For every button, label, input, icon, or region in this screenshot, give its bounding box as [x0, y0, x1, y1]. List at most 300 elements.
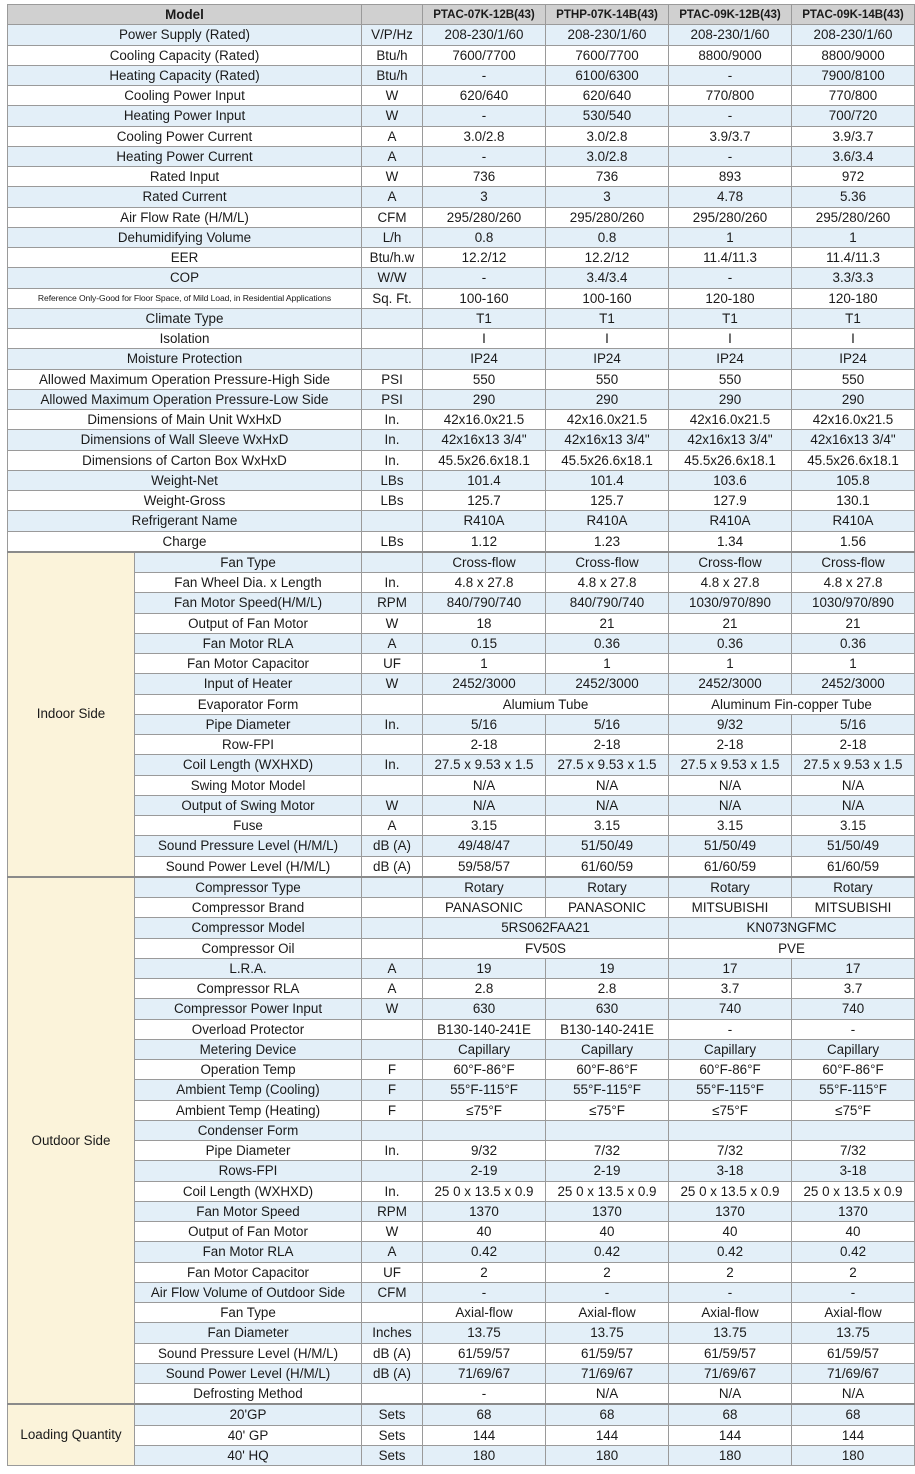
spec-value: 0.36 — [669, 633, 792, 653]
spec-value: 2452/3000 — [423, 674, 546, 694]
spec-label: Heating Capacity (Rated) — [8, 65, 362, 85]
spec-value: 144 — [669, 1425, 792, 1445]
spec-value: 5.36 — [792, 187, 915, 207]
spec-value: PANASONIC — [423, 898, 546, 918]
spec-value: 3.3/3.3 — [792, 268, 915, 288]
spec-value: 1.12 — [423, 531, 546, 552]
spec-value: 71/69/67 — [669, 1363, 792, 1383]
spec-label: Rated Current — [8, 187, 362, 207]
spec-label: Climate Type — [8, 308, 362, 328]
unit-header — [362, 5, 423, 25]
spec-value: 972 — [792, 167, 915, 187]
spec-value: 180 — [669, 1445, 792, 1465]
spec-value: 295/280/260 — [423, 207, 546, 227]
spec-row — [8, 1262, 915, 1282]
spec-row — [8, 1343, 915, 1363]
spec-row — [8, 1384, 915, 1405]
spec-value: 3.15 — [546, 816, 669, 836]
spec-value: 71/69/67 — [423, 1363, 546, 1383]
spec-value: 208-230/1/60 — [792, 25, 915, 45]
spec-value: 42x16x13 3/4" — [546, 430, 669, 450]
spec-value: 3.9/3.7 — [792, 126, 915, 146]
spec-value: - — [423, 268, 546, 288]
loading-quantity-label: Loading Quantity — [8, 1404, 135, 1465]
spec-value: 9/32 — [669, 714, 792, 734]
spec-value: 0.42 — [792, 1242, 915, 1262]
spec-row — [8, 755, 915, 775]
spec-row — [8, 1282, 915, 1302]
spec-unit: RPM — [362, 593, 423, 613]
spec-value: 60°F-86°F — [792, 1060, 915, 1080]
spec-value: 42x16.0x21.5 — [792, 410, 915, 430]
spec-label: Fan Motor RLA — [135, 1242, 362, 1262]
spec-value: 3.15 — [423, 816, 546, 836]
spec-value: 3.0/2.8 — [423, 126, 546, 146]
spec-value: - — [669, 106, 792, 126]
spec-unit: F — [362, 1100, 423, 1120]
spec-value: T1 — [669, 308, 792, 328]
spec-value: 3 — [546, 187, 669, 207]
spec-row — [8, 836, 915, 856]
spec-unit — [362, 938, 423, 958]
spec-value: Rotary — [669, 877, 792, 898]
spec-unit: CFM — [362, 207, 423, 227]
spec-value: 2 — [546, 1262, 669, 1282]
spec-value: 3.15 — [792, 816, 915, 836]
indoor-side-label: Indoor Side — [8, 552, 135, 877]
spec-label: Fan Wheel Dia. x Length — [135, 573, 362, 593]
spec-row — [8, 877, 915, 898]
spec-row — [8, 714, 915, 734]
spec-label: Output of Swing Motor — [135, 795, 362, 815]
model-column-3: PTAC-09K-12B(43) — [669, 5, 792, 25]
spec-value: 736 — [546, 167, 669, 187]
spec-value: 61/60/59 — [792, 856, 915, 877]
spec-label: Weight-Gross — [8, 491, 362, 511]
spec-row — [8, 1242, 915, 1262]
spec-unit: In. — [362, 1181, 423, 1201]
spec-label: Cooling Capacity (Rated) — [8, 45, 362, 65]
spec-value: B130-140-241E — [546, 1019, 669, 1039]
spec-label: Operation Temp — [135, 1060, 362, 1080]
spec-value: 61/59/57 — [792, 1343, 915, 1363]
spec-value: 25 0 x 13.5 x 0.9 — [669, 1181, 792, 1201]
spec-value: 2-18 — [669, 735, 792, 755]
spec-value: Axial-flow — [792, 1303, 915, 1323]
spec-unit — [362, 918, 423, 938]
spec-label: Sound Power Level (H/M/L) — [135, 856, 362, 877]
spec-value: IP24 — [546, 349, 669, 369]
spec-value: 0.8 — [423, 227, 546, 247]
spec-row — [8, 593, 915, 613]
spec-value: 208-230/1/60 — [546, 25, 669, 45]
spec-value: 530/540 — [546, 106, 669, 126]
spec-label: Weight-Net — [8, 470, 362, 490]
spec-label: Pipe Diameter — [135, 1141, 362, 1161]
spec-value: 60°F-86°F — [423, 1060, 546, 1080]
spec-value: 7/32 — [669, 1141, 792, 1161]
spec-unit: dB (A) — [362, 1363, 423, 1383]
spec-value: 11.4/11.3 — [792, 248, 915, 268]
spec-value: 49/48/47 — [423, 836, 546, 856]
spec-row — [8, 1303, 915, 1323]
spec-value: 180 — [792, 1445, 915, 1465]
spec-label: Fan Motor Capacitor — [135, 654, 362, 674]
spec-value: 550 — [546, 369, 669, 389]
spec-value: 55°F-115°F — [423, 1080, 546, 1100]
spec-value: 12.2/12 — [546, 248, 669, 268]
spec-value: 1 — [669, 227, 792, 247]
spec-label: Defrosting Method — [135, 1384, 362, 1405]
spec-unit: L/h — [362, 227, 423, 247]
spec-row — [8, 268, 915, 288]
spec-label: Output of Fan Motor — [135, 613, 362, 633]
spec-value: 7600/7700 — [423, 45, 546, 65]
spec-label: Fuse — [135, 816, 362, 836]
spec-label: Pipe Diameter — [135, 714, 362, 734]
spec-value: 27.5 x 9.53 x 1.5 — [423, 755, 546, 775]
spec-row — [8, 248, 915, 268]
spec-unit: V/P/Hz — [362, 25, 423, 45]
spec-label: Power Supply (Rated) — [8, 25, 362, 45]
spec-value: 125.7 — [546, 491, 669, 511]
spec-unit: dB (A) — [362, 836, 423, 856]
spec-value: 40 — [792, 1222, 915, 1242]
spec-value: ≤75°F — [423, 1100, 546, 1120]
spec-value: 1030/970/890 — [669, 593, 792, 613]
spec-value: 550 — [669, 369, 792, 389]
spec-value: N/A — [792, 1384, 915, 1405]
spec-value: - — [669, 1282, 792, 1302]
spec-value: 736 — [423, 167, 546, 187]
spec-label: 20'GP — [135, 1404, 362, 1425]
spec-unit — [362, 735, 423, 755]
spec-value: N/A — [546, 795, 669, 815]
spec-unit: A — [362, 979, 423, 999]
spec-unit — [362, 1120, 423, 1140]
spec-label: Refrigerant Name — [8, 511, 362, 531]
spec-label: Moisture Protection — [8, 349, 362, 369]
spec-row — [8, 735, 915, 755]
spec-value: - — [792, 1019, 915, 1039]
spec-value: 3.4/3.4 — [546, 268, 669, 288]
spec-label: 40' HQ — [135, 1445, 362, 1465]
spec-value: 127.9 — [669, 491, 792, 511]
spec-value: 550 — [423, 369, 546, 389]
spec-row — [8, 1039, 915, 1059]
spec-value: 101.4 — [546, 470, 669, 490]
spec-label: Compressor Type — [135, 877, 362, 898]
spec-unit: Sets — [362, 1404, 423, 1425]
spec-row — [8, 979, 915, 999]
spec-value: 5/16 — [423, 714, 546, 734]
spec-unit: UF — [362, 654, 423, 674]
spec-label: Fan Motor Speed(H/M/L) — [135, 593, 362, 613]
spec-value: 13.75 — [669, 1323, 792, 1343]
spec-value: IP24 — [423, 349, 546, 369]
spec-value: 4.8 x 27.8 — [669, 573, 792, 593]
spec-value: 2-19 — [423, 1161, 546, 1181]
spec-unit: In. — [362, 450, 423, 470]
spec-unit: CFM — [362, 1282, 423, 1302]
spec-value: - — [423, 1384, 546, 1405]
spec-unit: UF — [362, 1262, 423, 1282]
spec-value: - — [669, 268, 792, 288]
spec-value: Rotary — [546, 877, 669, 898]
spec-label: Metering Device — [135, 1039, 362, 1059]
spec-value: 740 — [669, 999, 792, 1019]
spec-value: - — [669, 65, 792, 85]
spec-unit: Sets — [362, 1425, 423, 1445]
spec-row — [8, 207, 915, 227]
spec-value: 25 0 x 13.5 x 0.9 — [792, 1181, 915, 1201]
spec-value: 68 — [792, 1404, 915, 1425]
spec-value: 2-19 — [546, 1161, 669, 1181]
spec-value: N/A — [792, 795, 915, 815]
spec-value: 620/640 — [546, 86, 669, 106]
spec-value: - — [423, 106, 546, 126]
spec-unit — [362, 694, 423, 714]
spec-row — [8, 369, 915, 389]
spec-value: 51/50/49 — [792, 836, 915, 856]
spec-value: 0.42 — [546, 1242, 669, 1262]
spec-value: 4.8 x 27.8 — [792, 573, 915, 593]
spec-label: Fan Motor RLA — [135, 633, 362, 653]
spec-value: 2 — [423, 1262, 546, 1282]
spec-table-body — [8, 5, 915, 1466]
spec-value — [423, 1120, 546, 1140]
spec-value: 17 — [669, 958, 792, 978]
spec-value: 4.8 x 27.8 — [423, 573, 546, 593]
spec-value: 42x16.0x21.5 — [546, 410, 669, 430]
spec-value-merged: FV50S — [423, 938, 669, 958]
spec-label: Reference Only-Good for Floor Space, of Mild Load, in Residential Applications — [8, 288, 362, 308]
spec-value: B130-140-241E — [423, 1019, 546, 1039]
spec-unit: F — [362, 1080, 423, 1100]
spec-label: Rows-FPI — [135, 1161, 362, 1181]
spec-value: 0.42 — [423, 1242, 546, 1262]
spec-row — [8, 654, 915, 674]
spec-value: 2452/3000 — [669, 674, 792, 694]
spec-value: - — [669, 146, 792, 166]
spec-row — [8, 349, 915, 369]
spec-value: 3.0/2.8 — [546, 126, 669, 146]
spec-value-merged: Alumium Tube — [423, 694, 669, 714]
spec-unit: LBs — [362, 470, 423, 490]
spec-unit: LBs — [362, 531, 423, 552]
spec-value: 100-160 — [423, 288, 546, 308]
spec-unit: Btu/h.w — [362, 248, 423, 268]
spec-unit: dB (A) — [362, 856, 423, 877]
spec-value: 25 0 x 13.5 x 0.9 — [546, 1181, 669, 1201]
spec-value: PANASONIC — [546, 898, 669, 918]
spec-value: MITSUBISHI — [792, 898, 915, 918]
spec-label: Ambient Temp (Heating) — [135, 1100, 362, 1120]
spec-row — [8, 1201, 915, 1221]
spec-value: - — [423, 146, 546, 166]
spec-value: 4.78 — [669, 187, 792, 207]
spec-value: 3 — [423, 187, 546, 207]
spec-value: R410A — [669, 511, 792, 531]
spec-value: 144 — [546, 1425, 669, 1445]
spec-row — [8, 329, 915, 349]
spec-unit — [362, 877, 423, 898]
spec-unit — [362, 511, 423, 531]
spec-value: Capillary — [792, 1039, 915, 1059]
spec-value: 11.4/11.3 — [669, 248, 792, 268]
spec-value: - — [423, 65, 546, 85]
spec-value: 8800/9000 — [792, 45, 915, 65]
spec-row — [8, 775, 915, 795]
spec-row — [8, 999, 915, 1019]
spec-row — [8, 86, 915, 106]
spec-value: 7/32 — [546, 1141, 669, 1161]
spec-value: 120-180 — [669, 288, 792, 308]
spec-label: Fan Motor Capacitor — [135, 1262, 362, 1282]
model-column-2: PTHP-07K-14B(43) — [546, 5, 669, 25]
spec-unit: W — [362, 795, 423, 815]
spec-value: 61/59/57 — [546, 1343, 669, 1363]
spec-label: Ambient Temp (Cooling) — [135, 1080, 362, 1100]
spec-unit: LBs — [362, 491, 423, 511]
spec-value: 1.23 — [546, 531, 669, 552]
spec-value: 61/59/57 — [669, 1343, 792, 1363]
spec-row — [8, 552, 915, 573]
spec-value: 1370 — [669, 1201, 792, 1221]
spec-unit — [362, 898, 423, 918]
spec-value: Capillary — [423, 1039, 546, 1059]
spec-value: 700/720 — [792, 106, 915, 126]
spec-value: IP24 — [792, 349, 915, 369]
spec-unit — [362, 1039, 423, 1059]
spec-value: T1 — [792, 308, 915, 328]
spec-row — [8, 389, 915, 409]
spec-value: - — [792, 1282, 915, 1302]
spec-value: 1 — [546, 654, 669, 674]
spec-value: 103.6 — [669, 470, 792, 490]
spec-row — [8, 573, 915, 593]
spec-value: 144 — [792, 1425, 915, 1445]
spec-row — [8, 308, 915, 328]
spec-value: 770/800 — [669, 86, 792, 106]
spec-value: 3.7 — [792, 979, 915, 999]
spec-value: 2-18 — [792, 735, 915, 755]
spec-value: 13.75 — [792, 1323, 915, 1343]
spec-unit: W — [362, 106, 423, 126]
spec-value: N/A — [423, 795, 546, 815]
spec-unit — [362, 1384, 423, 1405]
spec-unit: W — [362, 613, 423, 633]
spec-row — [8, 511, 915, 531]
spec-label: Compressor Power Input — [135, 999, 362, 1019]
spec-row — [8, 25, 915, 45]
spec-value: 2.8 — [546, 979, 669, 999]
spec-value: 7600/7700 — [546, 45, 669, 65]
spec-row — [8, 613, 915, 633]
spec-label: COP — [8, 268, 362, 288]
spec-value: 19 — [423, 958, 546, 978]
spec-label: L.R.A. — [135, 958, 362, 978]
spec-value: 144 — [423, 1425, 546, 1445]
spec-value: Axial-flow — [423, 1303, 546, 1323]
spec-value-merged: KN073NGFMC — [669, 918, 915, 938]
spec-label: Fan Type — [135, 552, 362, 573]
spec-value: 295/280/260 — [546, 207, 669, 227]
spec-label: Fan Type — [135, 1303, 362, 1323]
spec-value: 40 — [669, 1222, 792, 1242]
spec-unit: W — [362, 674, 423, 694]
spec-unit: A — [362, 126, 423, 146]
spec-unit: In. — [362, 430, 423, 450]
header-row — [8, 5, 915, 25]
spec-unit: In. — [362, 410, 423, 430]
spec-value: 2 — [792, 1262, 915, 1282]
spec-row — [8, 1181, 915, 1201]
spec-unit: A — [362, 958, 423, 978]
spec-value: 3.9/3.7 — [669, 126, 792, 146]
spec-value: Cross-flow — [792, 552, 915, 573]
spec-value: 8800/9000 — [669, 45, 792, 65]
spec-row — [8, 1141, 915, 1161]
spec-row — [8, 633, 915, 653]
spec-unit: PSI — [362, 389, 423, 409]
spec-value-merged: Aluminum Fin-copper Tube — [669, 694, 915, 714]
spec-value: 3.6/3.4 — [792, 146, 915, 166]
spec-unit — [362, 1019, 423, 1039]
spec-value: 4.8 x 27.8 — [546, 573, 669, 593]
spec-value: 1.56 — [792, 531, 915, 552]
spec-row — [8, 450, 915, 470]
spec-unit: W — [362, 999, 423, 1019]
spec-row — [8, 938, 915, 958]
spec-row — [8, 531, 915, 552]
spec-unit — [362, 1303, 423, 1323]
spec-row — [8, 816, 915, 836]
spec-value: N/A — [792, 775, 915, 795]
spec-unit — [362, 308, 423, 328]
spec-value: N/A — [546, 775, 669, 795]
spec-value: 840/790/740 — [423, 593, 546, 613]
spec-value: 3.7 — [669, 979, 792, 999]
spec-value: 3.0/2.8 — [546, 146, 669, 166]
spec-row — [8, 674, 915, 694]
spec-row — [8, 491, 915, 511]
spec-value: 0.15 — [423, 633, 546, 653]
spec-value: 0.36 — [546, 633, 669, 653]
spec-row — [8, 146, 915, 166]
spec-value: 55°F-115°F — [669, 1080, 792, 1100]
spec-value: 68 — [546, 1404, 669, 1425]
spec-value: 45.5x26.6x18.1 — [792, 450, 915, 470]
spec-label: Compressor Brand — [135, 898, 362, 918]
spec-row — [8, 1445, 915, 1465]
spec-value: 27.5 x 9.53 x 1.5 — [792, 755, 915, 775]
spec-value: 51/50/49 — [546, 836, 669, 856]
spec-unit: A — [362, 816, 423, 836]
spec-unit — [362, 1161, 423, 1181]
spec-unit: In. — [362, 1141, 423, 1161]
spec-value: ≤75°F — [546, 1100, 669, 1120]
spec-label: Sound Pressure Level (H/M/L) — [135, 836, 362, 856]
spec-label: Charge — [8, 531, 362, 552]
spec-value: 295/280/260 — [669, 207, 792, 227]
spec-value: 17 — [792, 958, 915, 978]
spec-label: Sound Power Level (H/M/L) — [135, 1363, 362, 1383]
spec-unit: Btu/h — [362, 65, 423, 85]
spec-value: 59/58/57 — [423, 856, 546, 877]
spec-label: Allowed Maximum Operation Pressure-High Side — [8, 369, 362, 389]
spec-unit: W — [362, 86, 423, 106]
